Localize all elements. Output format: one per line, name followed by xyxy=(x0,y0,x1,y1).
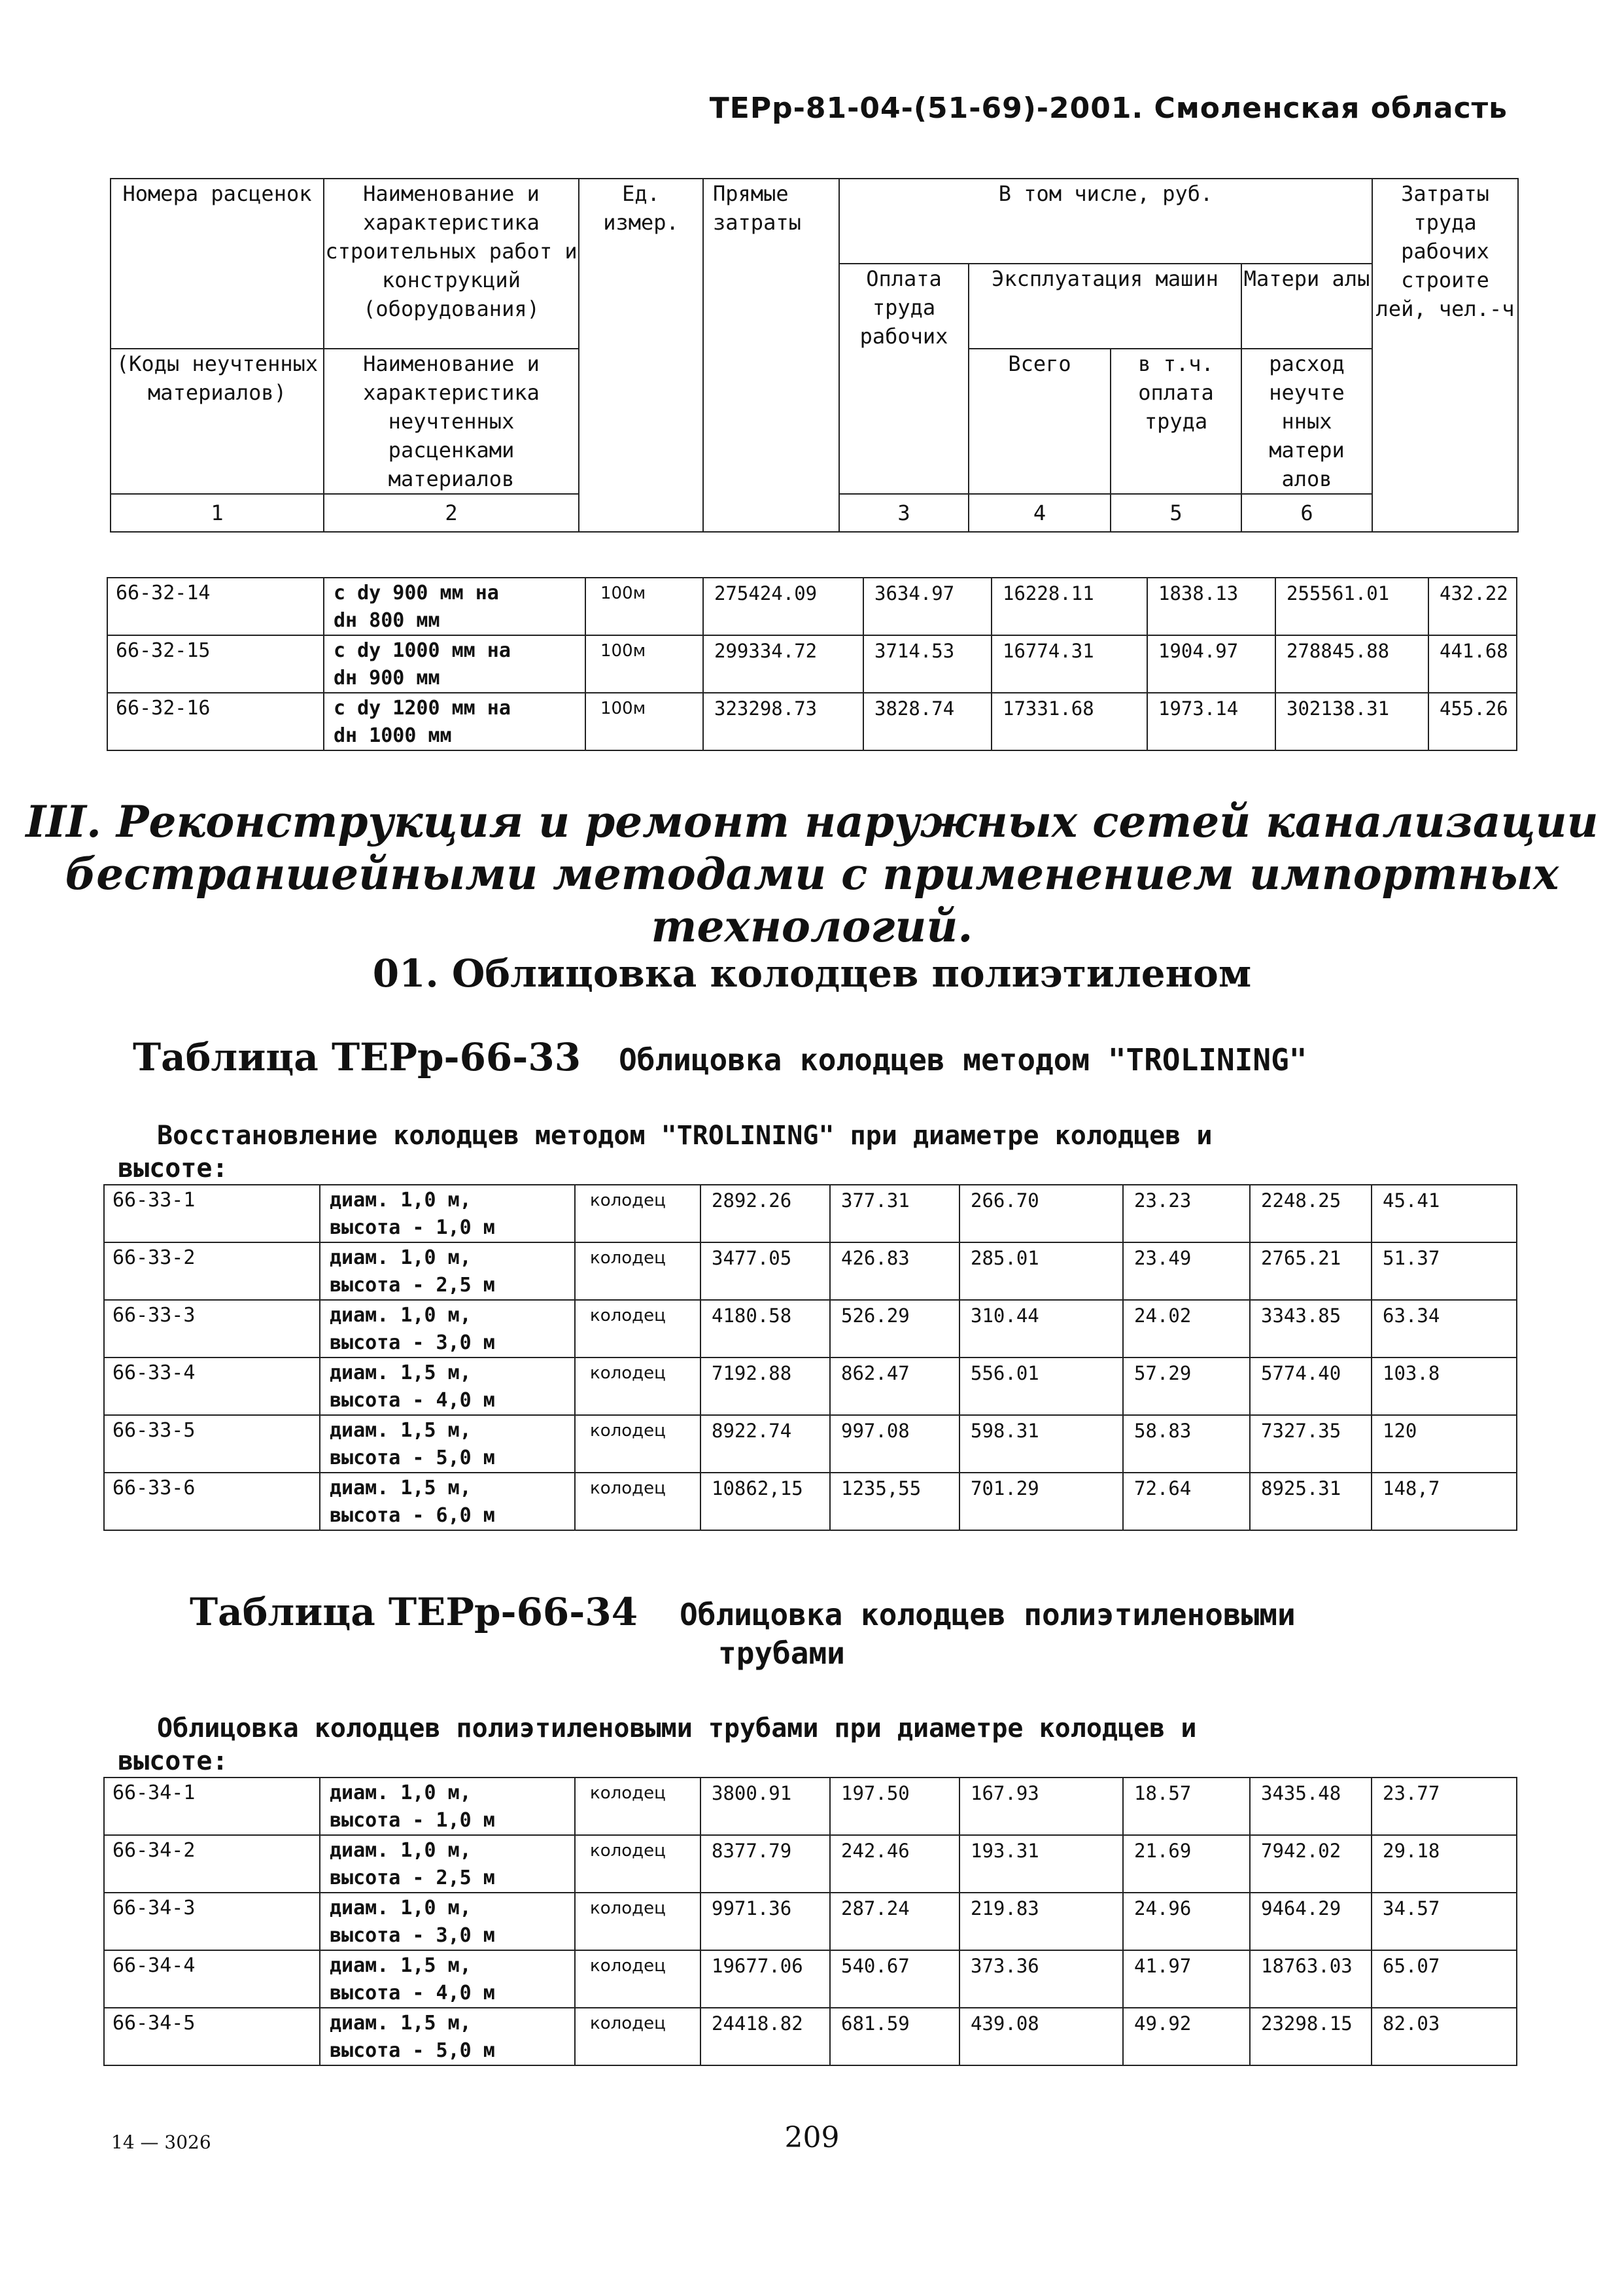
labor-hours: 65.07 xyxy=(1372,1950,1517,2008)
unit: колодец xyxy=(575,1778,700,1835)
table-66-33 xyxy=(103,1184,1517,1531)
labor-hours: 82.03 xyxy=(1372,2008,1517,2065)
intro-line1: Облицовка колодцев полиэтиленовыми трубами при диаметре колодцев и xyxy=(157,1713,1197,1743)
work-name-line1: диам. 1,5 м, xyxy=(330,1477,472,1499)
materials: 302138.31 xyxy=(1275,693,1428,750)
labor-pay: 1235,55 xyxy=(830,1473,959,1530)
machines-total: 167.93 xyxy=(959,1778,1123,1835)
labor-hours: 23.77 xyxy=(1372,1778,1517,1835)
direct-costs: 8922.74 xyxy=(700,1415,830,1473)
table-row xyxy=(104,1835,1517,1893)
machines-labor: 23.49 xyxy=(1123,1242,1250,1300)
work-name-line1: диам. 1,5 м, xyxy=(330,1954,472,1977)
rate-code: 66-33-4 xyxy=(104,1358,320,1415)
direct-costs: 8377.79 xyxy=(700,1835,830,1893)
labor-hours: 63.34 xyxy=(1372,1300,1517,1358)
table-66-33-intro xyxy=(157,1120,1213,1151)
labor-hours: 34.57 xyxy=(1372,1893,1517,1950)
rate-code: 66-33-3 xyxy=(104,1300,320,1358)
unit: колодец xyxy=(575,1835,700,1893)
column-number: 4 xyxy=(969,494,1111,532)
table-row xyxy=(104,1415,1517,1473)
work-name-line2: dн 1000 мм xyxy=(334,724,452,747)
header-unaccounted-materials: расход неучте нных матери алов xyxy=(1241,349,1372,494)
machines-total: 219.83 xyxy=(959,1893,1123,1950)
header-including-group: В том числе, руб. xyxy=(839,179,1372,264)
rate-code: 66-34-3 xyxy=(104,1893,320,1950)
unit: колодец xyxy=(575,1473,700,1530)
work-name-line1: диам. 1,5 м, xyxy=(330,2012,472,2035)
work-name-line1: с dу 1200 мм на xyxy=(334,697,511,720)
rate-code: 66-34-1 xyxy=(104,1778,320,1835)
machines-total: 193.31 xyxy=(959,1835,1123,1893)
work-name xyxy=(320,1893,575,1950)
materials: 255561.01 xyxy=(1275,578,1428,635)
header-unaccounted-codes: (Коды неучтенных материалов) xyxy=(111,349,324,494)
table-row xyxy=(104,1778,1517,1835)
work-name-line2: высота - 5,0 м xyxy=(330,1446,495,1469)
machines-total: 17331.68 xyxy=(992,693,1147,750)
materials: 7327.35 xyxy=(1250,1415,1372,1473)
work-name xyxy=(320,1950,575,2008)
labor-pay: 426.83 xyxy=(830,1242,959,1300)
table-row xyxy=(104,1300,1517,1358)
work-name xyxy=(320,1835,575,1893)
header-machines-labor: в т.ч. оплата труда xyxy=(1111,349,1241,494)
column-number: 6 xyxy=(1241,494,1372,532)
machines-labor: 23.23 xyxy=(1123,1185,1250,1242)
materials: 18763.03 xyxy=(1250,1950,1372,2008)
section-title-line1: III. Реконструкция и ремонт наружных сетей канализации xyxy=(26,796,1598,847)
intro-line2: высоте: xyxy=(118,1153,228,1183)
labor-hours: 45.41 xyxy=(1372,1185,1517,1242)
header-machines-total: Всего xyxy=(969,349,1111,494)
materials: 3343.85 xyxy=(1250,1300,1372,1358)
work-name-line1: диам. 1,0 м, xyxy=(330,1781,472,1804)
materials: 2248.25 xyxy=(1250,1185,1372,1242)
work-name xyxy=(320,1300,575,1358)
work-name-line2: высота - 3,0 м xyxy=(330,1924,495,1947)
machines-labor: 1973.14 xyxy=(1147,693,1275,750)
work-name-line2: высота - 6,0 м xyxy=(330,1504,495,1527)
direct-costs: 24418.82 xyxy=(700,2008,830,2065)
work-name-line1: диам. 1,5 м, xyxy=(330,1361,472,1384)
table-row xyxy=(104,1242,1517,1300)
labor-hours: 441.68 xyxy=(1428,635,1517,693)
work-name xyxy=(320,1242,575,1300)
labor-pay: 287.24 xyxy=(830,1893,959,1950)
rate-code: 66-32-16 xyxy=(107,693,324,750)
labor-pay: 526.29 xyxy=(830,1300,959,1358)
work-name xyxy=(324,693,585,750)
labor-pay: 3634.97 xyxy=(863,578,992,635)
rate-code: 66-32-15 xyxy=(107,635,324,693)
labor-pay: 197.50 xyxy=(830,1778,959,1835)
machines-total: 439.08 xyxy=(959,2008,1123,2065)
work-name-line1: диам. 1,0 м, xyxy=(330,1897,472,1919)
direct-costs: 3477.05 xyxy=(700,1242,830,1300)
work-name-line2: высота - 5,0 м xyxy=(330,2039,495,2062)
table-row xyxy=(104,2008,1517,2065)
work-name xyxy=(320,2008,575,2065)
header-labor-hours: Затраты труда рабочих строите лей, чел.-ч xyxy=(1372,179,1518,532)
table-66-34-intro xyxy=(157,1713,1196,1744)
labor-hours: 29.18 xyxy=(1372,1835,1517,1893)
labor-hours: 148,7 xyxy=(1372,1473,1517,1530)
table-label: Таблица ТЕРр- xyxy=(133,1035,460,1079)
direct-costs: 9971.36 xyxy=(700,1893,830,1950)
rate-code: 66-33-6 xyxy=(104,1473,320,1530)
table-66-34-heading xyxy=(190,1590,1296,1634)
machines-total: 285.01 xyxy=(959,1242,1123,1300)
column-number: 1 xyxy=(111,494,324,532)
machines-labor: 21.69 xyxy=(1123,1835,1250,1893)
header-unaccounted-name: Наименование и характеристика неучтенных расценками материалов xyxy=(324,349,579,494)
machines-labor: 18.57 xyxy=(1123,1778,1250,1835)
unit: колодец xyxy=(575,1415,700,1473)
labor-pay: 997.08 xyxy=(830,1415,959,1473)
labor-pay: 377.31 xyxy=(830,1185,959,1242)
rate-code: 66-32-14 xyxy=(107,578,324,635)
work-name-line2: dн 800 мм xyxy=(334,609,440,632)
table-row xyxy=(104,1950,1517,2008)
header-rate-numbers: Номера расценок xyxy=(111,179,324,349)
work-name-line1: диам. 1,0 м, xyxy=(330,1246,472,1269)
machines-labor: 1904.97 xyxy=(1147,635,1275,693)
header-unit: Ед. измер. xyxy=(579,179,703,532)
work-name xyxy=(320,1473,575,1530)
machines-labor: 57.29 xyxy=(1123,1358,1250,1415)
labor-pay: 681.59 xyxy=(830,2008,959,2065)
materials: 23298.15 xyxy=(1250,2008,1372,2065)
table-row xyxy=(107,693,1517,750)
work-name xyxy=(320,1415,575,1473)
work-name-line2: высота - 4,0 м xyxy=(330,1389,495,1412)
materials: 5774.40 xyxy=(1250,1358,1372,1415)
header-work-name: Наименование и характеристика строительных работ и конструкций (оборудования) xyxy=(324,179,579,349)
table-66-34-intro-cont xyxy=(118,1745,228,1777)
table-66-33-intro-cont xyxy=(118,1153,228,1184)
table-row xyxy=(104,1358,1517,1415)
column-header-table xyxy=(110,178,1519,533)
direct-costs: 299334.72 xyxy=(703,635,863,693)
unit: колодец xyxy=(575,1300,700,1358)
table-66-33-heading xyxy=(133,1035,1307,1079)
table-66-34 xyxy=(103,1777,1517,2066)
machines-labor: 49.92 xyxy=(1123,2008,1250,2065)
direct-costs: 3800.91 xyxy=(700,1778,830,1835)
labor-pay: 3714.53 xyxy=(863,635,992,693)
direct-costs: 2892.26 xyxy=(700,1185,830,1242)
labor-pay: 3828.74 xyxy=(863,693,992,750)
machines-labor: 24.96 xyxy=(1123,1893,1250,1950)
work-name xyxy=(320,1358,575,1415)
machines-total: 373.36 xyxy=(959,1950,1123,2008)
page-header-title: ТЕРр-81-04-(51-69)-2001. Смоленская область xyxy=(709,92,1508,125)
unit: 100м xyxy=(585,693,703,750)
intro-line1: Восстановление колодцев методом "TROLINING" при диаметре колодцев и xyxy=(157,1121,1213,1151)
work-name xyxy=(324,578,585,635)
work-name-line1: диам. 1,0 м, xyxy=(330,1304,472,1327)
machines-total: 556.01 xyxy=(959,1358,1123,1415)
work-name-line2: высота - 2,5 м xyxy=(330,1274,495,1297)
labor-pay: 862.47 xyxy=(830,1358,959,1415)
section-title-line2: бестраншейными методами с применением импортных xyxy=(65,849,1559,900)
section-title-line3: технологий. xyxy=(651,901,973,952)
work-name xyxy=(324,635,585,693)
table-number: 66-33 xyxy=(459,1035,581,1079)
machines-total: 701.29 xyxy=(959,1473,1123,1530)
materials: 7942.02 xyxy=(1250,1835,1372,1893)
unit: колодец xyxy=(575,2008,700,2065)
rate-code: 66-33-2 xyxy=(104,1242,320,1300)
materials: 278845.88 xyxy=(1275,635,1428,693)
column-number: 3 xyxy=(839,494,969,532)
labor-hours: 51.37 xyxy=(1372,1242,1517,1300)
header-machines-group: Эксплуатация машин xyxy=(969,264,1241,349)
work-name-line2: высота - 1,0 м xyxy=(330,1216,495,1239)
unit: 100м xyxy=(585,578,703,635)
direct-costs: 275424.09 xyxy=(703,578,863,635)
work-name-line2: высота - 1,0 м xyxy=(330,1809,495,1832)
table-title-line2: трубами xyxy=(718,1636,845,1671)
table-row xyxy=(107,635,1517,693)
machines-total: 310.44 xyxy=(959,1300,1123,1358)
direct-costs: 323298.73 xyxy=(703,693,863,750)
work-name-line1: диам. 1,5 м, xyxy=(330,1419,472,1442)
machines-total: 16228.11 xyxy=(992,578,1147,635)
work-name xyxy=(320,1185,575,1242)
table-title: Облицовка колодцев методом "TROLINING" xyxy=(619,1042,1307,1077)
labor-pay: 540.67 xyxy=(830,1950,959,2008)
materials: 9464.29 xyxy=(1250,1893,1372,1950)
header-labor-pay: Оплата труда рабочих xyxy=(839,264,969,494)
labor-pay: 242.46 xyxy=(830,1835,959,1893)
rate-code: 66-33-1 xyxy=(104,1185,320,1242)
page-number: 209 xyxy=(784,2121,840,2154)
table-title-line1: Облицовка колодцев полиэтиленовыми xyxy=(680,1597,1296,1632)
work-name-line2: высота - 4,0 м xyxy=(330,1982,495,2005)
machines-labor: 72.64 xyxy=(1123,1473,1250,1530)
work-name-line1: диам. 1,0 м, xyxy=(330,1839,472,1862)
machines-labor: 58.83 xyxy=(1123,1415,1250,1473)
work-name-line2: высота - 3,0 м xyxy=(330,1331,495,1354)
labor-hours: 120 xyxy=(1372,1415,1517,1473)
footer-print-code: 14 — 3026 xyxy=(111,2131,211,2153)
table-66-32 xyxy=(107,577,1517,751)
work-name-line2: высота - 2,5 м xyxy=(330,1866,495,1889)
direct-costs: 19677.06 xyxy=(700,1950,830,2008)
rate-code: 66-34-4 xyxy=(104,1950,320,2008)
unit: колодец xyxy=(575,1950,700,2008)
table-row xyxy=(104,1893,1517,1950)
column-number: 5 xyxy=(1111,494,1241,532)
header-materials: Матери алы xyxy=(1241,264,1372,349)
intro-line2: высоте: xyxy=(118,1746,228,1776)
labor-hours: 432.22 xyxy=(1428,578,1517,635)
direct-costs: 7192.88 xyxy=(700,1358,830,1415)
unit: колодец xyxy=(575,1242,700,1300)
unit: колодец xyxy=(575,1185,700,1242)
table-row xyxy=(104,1185,1517,1242)
table-label: Таблица ТЕРр- xyxy=(190,1590,517,1634)
materials: 3435.48 xyxy=(1250,1778,1372,1835)
work-name-line1: с dу 900 мм на xyxy=(334,582,499,604)
work-name-line2: dн 900 мм xyxy=(334,667,440,690)
machines-total: 598.31 xyxy=(959,1415,1123,1473)
machines-labor: 41.97 xyxy=(1123,1950,1250,2008)
rate-code: 66-34-5 xyxy=(104,2008,320,2065)
work-name xyxy=(320,1778,575,1835)
unit: колодец xyxy=(575,1893,700,1950)
machines-total: 16774.31 xyxy=(992,635,1147,693)
rate-code: 66-34-2 xyxy=(104,1835,320,1893)
unit: 100м xyxy=(585,635,703,693)
unit: колодец xyxy=(575,1358,700,1415)
subsection-title: 01. Облицовка колодцев полиэтиленом xyxy=(372,951,1252,996)
labor-hours: 455.26 xyxy=(1428,693,1517,750)
rate-code: 66-33-5 xyxy=(104,1415,320,1473)
machines-total: 266.70 xyxy=(959,1185,1123,1242)
materials: 2765.21 xyxy=(1250,1242,1372,1300)
table-row xyxy=(107,578,1517,635)
work-name-line1: с dу 1000 мм на xyxy=(334,639,511,662)
machines-labor: 24.02 xyxy=(1123,1300,1250,1358)
machines-labor: 1838.13 xyxy=(1147,578,1275,635)
header-direct-costs: Прямые затраты xyxy=(703,179,839,532)
direct-costs: 4180.58 xyxy=(700,1300,830,1358)
direct-costs: 10862,15 xyxy=(700,1473,830,1530)
labor-hours: 103.8 xyxy=(1372,1358,1517,1415)
table-row xyxy=(104,1473,1517,1530)
column-number: 2 xyxy=(324,494,579,532)
materials: 8925.31 xyxy=(1250,1473,1372,1530)
table-number: 66-34 xyxy=(516,1590,638,1634)
work-name-line1: диам. 1,0 м, xyxy=(330,1189,472,1212)
